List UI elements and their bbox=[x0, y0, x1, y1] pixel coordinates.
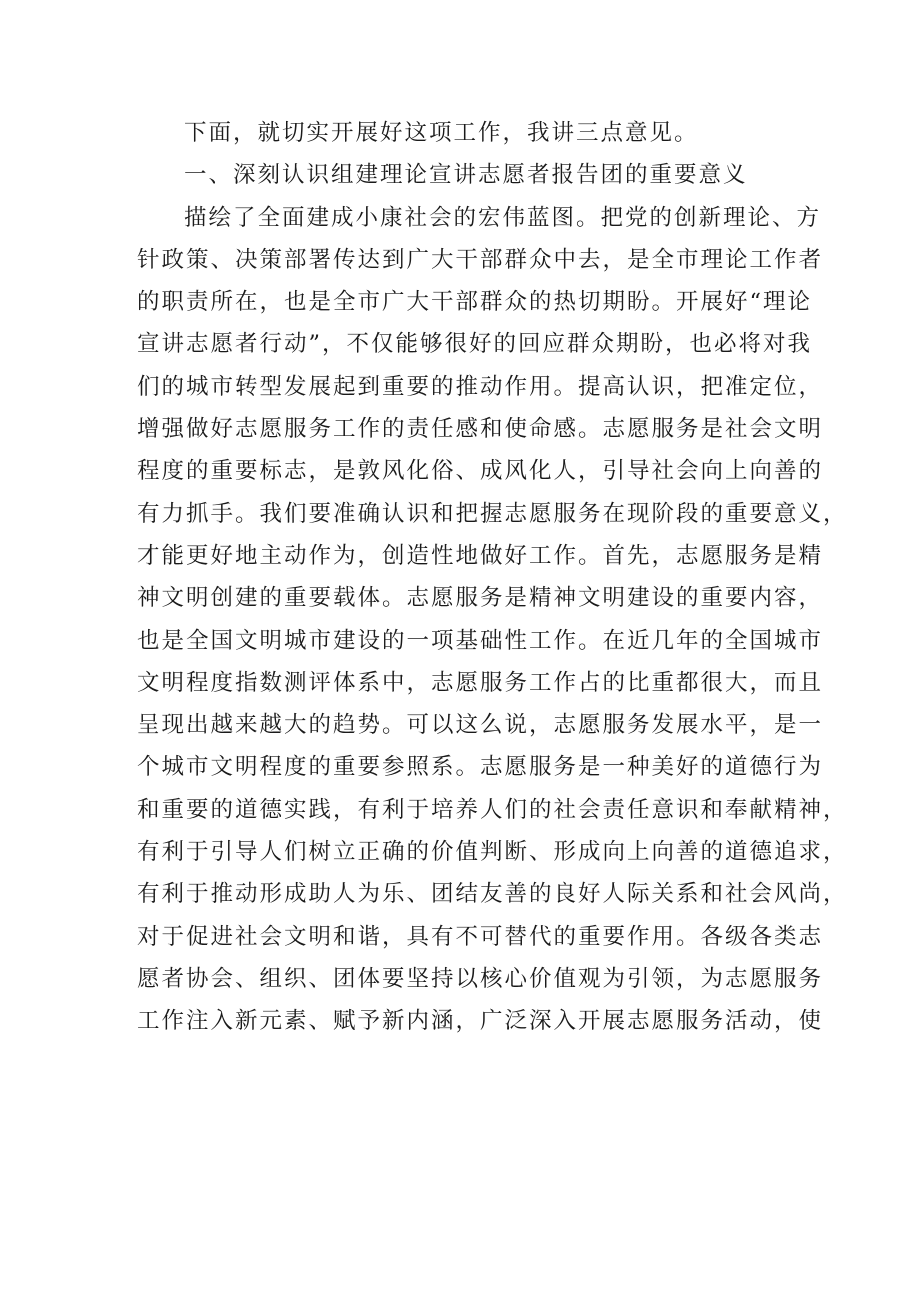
paragraph-line: 和重要的道德实践，有利于培养人们的社会责任意识和奉献精神， bbox=[137, 796, 848, 823]
paragraph-line: 神文明创建的重要载体。志愿服务是精神文明建设的重要内容， bbox=[137, 585, 824, 612]
paragraph-line: 愿者协会、组织、团体要坚持以核心价值观为引领，为志愿服务 bbox=[137, 965, 824, 992]
paragraph-line: 才能更好地主动作为，创造性地做好工作。首先，志愿服务是精 bbox=[137, 542, 824, 569]
paragraph-line: 有力抓手。我们要准确认识和把握志愿服务在现阶段的重要意义， bbox=[137, 500, 848, 527]
paragraph-line: 针政策、决策部署传达到广大干部群众中去，是全市理论工作者 bbox=[137, 246, 824, 273]
paragraph-line: 呈现出越来越大的趋势。可以这么说，志愿服务发展水平，是一 bbox=[137, 712, 824, 739]
document-body bbox=[137, 112, 848, 1043]
paragraph-line: 工作注入新元素、赋予新内涵，广泛深入开展志愿服务活动，使 bbox=[137, 1008, 824, 1035]
paragraph-line: 个城市文明程度的重要参照系。志愿服务是一种美好的道德行为 bbox=[137, 754, 824, 781]
paragraph-line: 增强做好志愿服务工作的责任感和使命感。志愿服务是社会文明 bbox=[137, 416, 824, 443]
paragraph-line: 宣讲志愿者行动”，不仅能够很好的回应群众期盼，也必将对我 bbox=[137, 331, 813, 358]
paragraph-line: 程度的重要标志，是敦风化俗、成风化人，引导社会向上向善的 bbox=[137, 458, 824, 485]
paragraph-line: 有利于推动形成助人为乐、团结友善的良好人际关系和社会风尚， bbox=[137, 881, 848, 908]
paragraph-line: 对于促进社会文明和谐，具有不可替代的重要作用。各级各类志 bbox=[137, 923, 824, 950]
paragraph-line: 也是全国文明城市建设的一项基础性工作。在近几年的全国城市 bbox=[137, 627, 824, 654]
paragraph-line: 们的城市转型发展起到重要的推动作用。提高认识，把准定位， bbox=[137, 373, 824, 400]
paragraph-line: 有利于引导人们树立正确的价值判断、形成向上向善的道德追求， bbox=[137, 839, 848, 866]
paragraph-line: 文明程度指数测评体系中，志愿服务工作占的比重都很大，而且 bbox=[137, 669, 824, 696]
paragraph-line: 描绘了全面建成小康社会的宏伟蓝图。把党的创新理论、方 bbox=[184, 204, 822, 231]
paragraph-line: 的职责所在，也是全市广大干部群众的热切期盼。开展好“理论 bbox=[137, 289, 813, 316]
intro-line: 下面，就切实开展好这项工作，我讲三点意见。 bbox=[184, 120, 699, 146]
section-heading: 一、深刻认识组建理论宣讲志愿者报告团的重要意义 bbox=[184, 162, 748, 189]
